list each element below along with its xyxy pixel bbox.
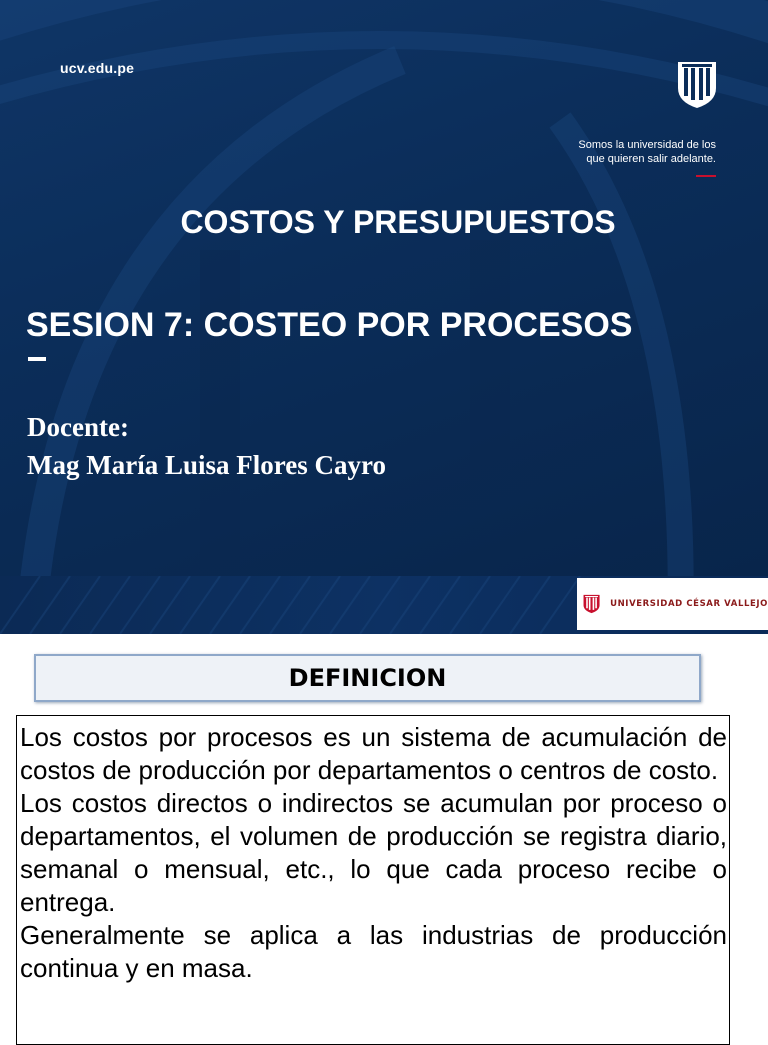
tagline-line-1: Somos la universidad de los <box>578 139 716 151</box>
teacher-block <box>27 408 386 484</box>
tagline-line-2: que quieren salir adelante. <box>586 153 716 165</box>
title-dash <box>28 357 46 361</box>
definition-paragraph-2: Los costos directos o indirectos se acumulan por proceso o departamentos, el volumen de producción se registra diario, semanal o mensual, etc., lo que cada proceso recibe o entrega. <box>20 788 727 917</box>
teacher-name: Mag María Luisa Flores Cayro <box>27 450 386 480</box>
definition-paragraph-3: Generalmente se aplica a las industrias de producción continua y en masa. <box>20 920 727 983</box>
definition-text <box>20 721 727 985</box>
definition-header <box>34 654 701 702</box>
session-title: SESION 7: COSTEO POR PROCESOS <box>26 306 633 344</box>
university-badge <box>577 578 768 630</box>
course-title: COSTOS Y PRESUPUESTOS <box>180 204 616 240</box>
ucv-crest-icon <box>676 60 718 110</box>
definition-paragraph-1: Los costos por procesos es un sistema de acumulación de costos de producción por departamentos o centros de costo. <box>20 722 727 785</box>
site-url: ucv.edu.pe <box>60 60 135 76</box>
definition-text-frame <box>16 715 730 1045</box>
ucv-logo-icon <box>583 586 600 622</box>
definition-title: DEFINICION <box>288 664 447 692</box>
tagline <box>578 138 716 166</box>
teacher-label: Docente: <box>27 412 129 442</box>
tagline-divider <box>696 175 716 177</box>
university-name: UNIVERSIDAD CÉSAR VALLEJO <box>610 599 768 609</box>
